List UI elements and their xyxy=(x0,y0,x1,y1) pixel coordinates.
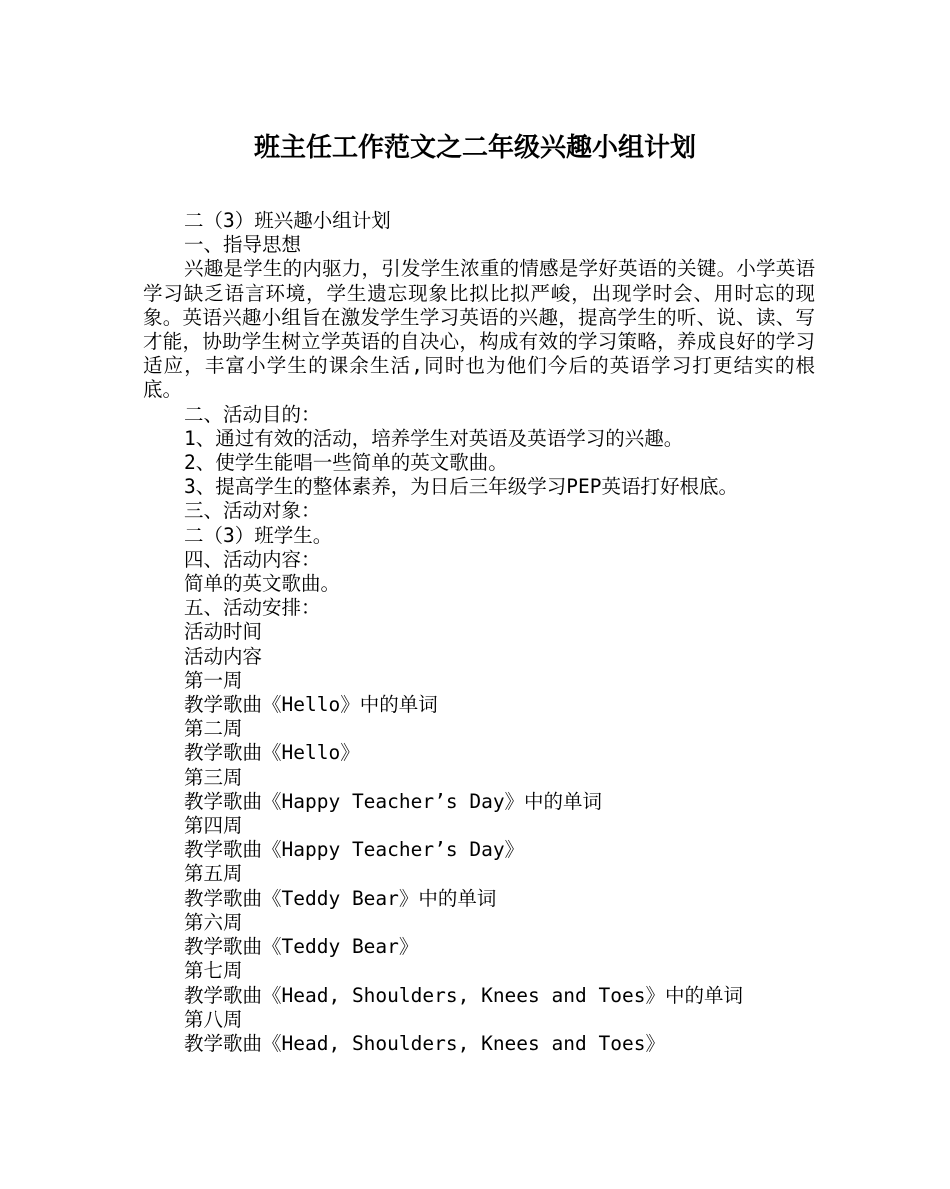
schedule-header-content: 活动内容 xyxy=(184,644,263,668)
schedule-content: 教学歌曲《Hello》中的单词 xyxy=(184,693,438,717)
schedule-week: 第二周 xyxy=(184,717,243,741)
schedule-content: 教学歌曲《Happy Teacher’s Day》 xyxy=(184,838,525,862)
schedule-content: 教学歌曲《Head, Shoulders, Knees and Toes》 xyxy=(184,1031,665,1055)
goal-item: 2、使学生能唱一些简单的英文歌曲。 xyxy=(184,451,508,475)
section3-heading: 三、活动对象： xyxy=(184,499,321,523)
schedule-content: 教学歌曲《Head, Shoulders, Knees and Toes》中的单词 xyxy=(184,983,743,1007)
goal-item: 3、提高学生的整体素养，为日后三年级学习PEP英语打好根底。 xyxy=(184,475,738,499)
section4-content: 简单的英文歌曲。 xyxy=(184,572,341,596)
goal-item: 1、通过有效的活动，培养学生对英语及英语学习的兴趣。 xyxy=(184,426,684,450)
schedule-week: 第五周 xyxy=(184,862,243,886)
schedule-week: 第七周 xyxy=(184,959,243,983)
schedule-week: 第八周 xyxy=(184,1007,243,1031)
section3-content: 二（3）班学生。 xyxy=(184,523,333,547)
document-title: 班主任工作范文之二年级兴趣小组计划 xyxy=(253,133,696,163)
section1-heading: 一、指导思想 xyxy=(184,233,302,257)
schedule-header-time: 活动时间 xyxy=(184,620,263,644)
schedule-content: 教学歌曲《Teddy Bear》 xyxy=(184,935,419,959)
section1-paragraph: 兴趣是学生的内驱力，引发学生浓重的情感是学好英语的关键。小学英语学习缺乏语言环境，学生遗忘现象比拟比拟严峻，出现学时会、用时忘的现象。英语兴趣小组旨在激发学生学习英语的兴趣，提高学生的听、说、读、写才能，协助学生树立学英语的自决心，构成有效的学习策略，养成良好的学习适应，丰富小学生的课余生活,同时也为他们今后的英语学习打更结实的根底。 xyxy=(143,257,815,402)
plan-heading: 二（3）班兴趣小组计划 xyxy=(184,209,391,232)
document-body xyxy=(143,209,815,1056)
schedule-week: 第三周 xyxy=(184,765,243,789)
schedule-content: 教学歌曲《Hello》 xyxy=(184,741,360,765)
schedule-content: 教学歌曲《Teddy Bear》中的单词 xyxy=(184,886,497,910)
schedule-week: 第四周 xyxy=(184,814,243,838)
section2-heading: 二、活动目的： xyxy=(184,402,321,426)
section4-heading: 四、活动内容： xyxy=(184,547,321,571)
schedule-week: 第六周 xyxy=(184,910,243,934)
schedule-week: 第一周 xyxy=(184,668,243,692)
section5-heading: 五、活动安排： xyxy=(184,596,321,620)
schedule-content: 教学歌曲《Happy Teacher’s Day》中的单词 xyxy=(184,789,603,813)
